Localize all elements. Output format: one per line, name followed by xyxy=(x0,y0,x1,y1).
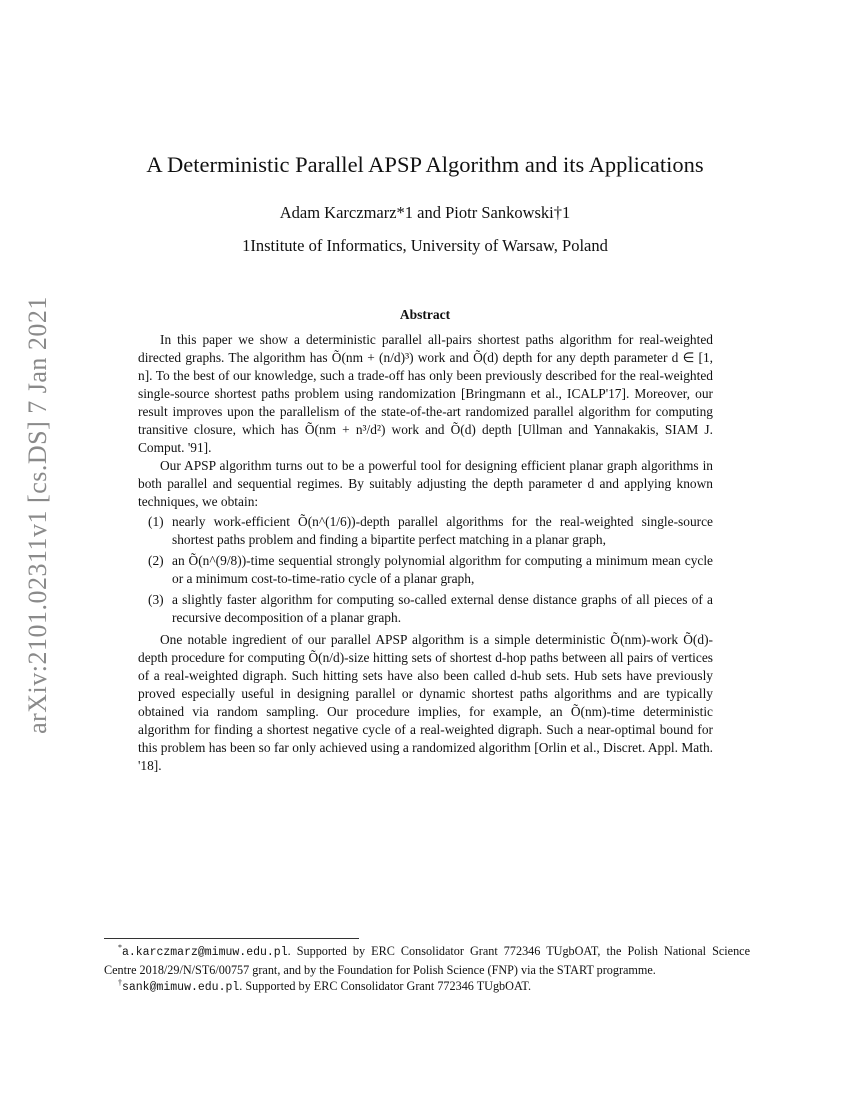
footnote-1-mark: * xyxy=(118,942,122,952)
list-item-number: (1) xyxy=(148,514,164,529)
footnote-rule xyxy=(104,938,359,939)
footnote-1-text: . Supported by ERC Consolidator Grant 772346 TUgbOAT, the Polish National Science Centre 2018/29/N/ST6/00757 grant, and by the Foundation for Polish Science (FNP) via the START programme. xyxy=(104,944,750,977)
paper-title: A Deterministic Parallel APSP Algorithm and its Applications xyxy=(146,152,704,177)
footnotes xyxy=(104,938,750,997)
list-item xyxy=(138,552,713,588)
abstract-paragraph-2: Our APSP algorithm turns out to be a powerful tool for designing efficient planar graph algorithms in both parallel and sequential regimes. By suitably adjusting the depth parameter d and applying known techniques, we obtain: xyxy=(138,458,713,509)
results-list xyxy=(138,513,713,627)
abstract-paragraph-1: In this paper we show a deterministic parallel all-pairs shortest paths algorithm for real-weighted directed graphs. The algorithm has Õ(nm + (n/d)³) work and Õ(d) depth for any depth parameter d ∈ [1, n]. To the best of our knowledge, such a trade-off has only been previously described for the real-weighted single-source shortest paths problem using randomization [Bringmann et al., ICALP'17]. Moreover, our result improves upon the parallelism of the state-of-the-art randomized parallel algorithm for computing transitive closure, which has Õ(nm + n³/d²) work and Õ(d) depth [Ullman and Yannakakis, SIAM J. Comput. '91]. xyxy=(138,332,713,455)
list-item-number: (2) xyxy=(148,553,164,568)
list-item-text: an Õ(n^(9/8))-time sequential strongly polynomial algorithm for computing a minimum mean cycle or a minimum cost-to-time-ratio cycle of a planar graph, xyxy=(172,553,713,586)
abstract-heading: Abstract xyxy=(399,307,451,322)
list-item-text: nearly work-efficient Õ(n^(1/6))-depth parallel algorithms for the real-weighted single-source shortest paths problem and finding a bipartite perfect matching in a planar graph, xyxy=(172,514,713,547)
paper-authors: Adam Karczmarz*1 and Piotr Sankowski†1 xyxy=(279,203,571,222)
abstract-paragraph-3: One notable ingredient of our parallel APSP algorithm is a simple deterministic Õ(nm)-work Õ(d)-depth procedure for computing Õ(n/d)-size hitting sets of shortest d-hop paths between all pairs of vertices of a real-weighted digraph. Such hitting sets have also been called d-hub sets. Hub sets have previously proved especially useful in designing parallel or dynamic shortest paths algorithms and are typically obtained via random sampling. Our procedure implies, for example, an Õ(nm)-time deterministic algorithm for finding a shortest negative cycle of a real-weighted digraph. Such a near-optimal bound for this problem has been so far only achieved using a randomized algorithm [Orlin et al., Discret. Appl. Math. '18]. xyxy=(138,632,713,773)
list-item xyxy=(138,591,713,627)
list-item-number: (3) xyxy=(148,592,164,607)
paper-affiliation: 1Institute of Informatics, University of Warsaw, Poland xyxy=(242,236,608,255)
list-item xyxy=(138,513,713,549)
footnote-2-mark: † xyxy=(118,977,122,987)
arxiv-identifier-sidebar xyxy=(16,285,60,745)
abstract-body xyxy=(138,331,713,775)
list-item-text: a slightly faster algorithm for computing so-called external dense distance graphs of all pieces of a recursive decomposition of a planar graph. xyxy=(172,592,713,625)
footnote-2-email: sank@mimuw.edu.pl xyxy=(121,981,240,994)
footnote-2 xyxy=(104,978,750,997)
footnote-2-text: . Supported by ERC Consolidator Grant 772346 TUgbOAT. xyxy=(239,979,531,993)
footnote-1 xyxy=(104,943,750,978)
footnote-1-email: a.karczmarz@mimuw.edu.pl xyxy=(121,946,288,959)
arxiv-identifier: arXiv:2101.02311v1 [cs.DS] 7 Jan 2021 xyxy=(23,296,53,734)
